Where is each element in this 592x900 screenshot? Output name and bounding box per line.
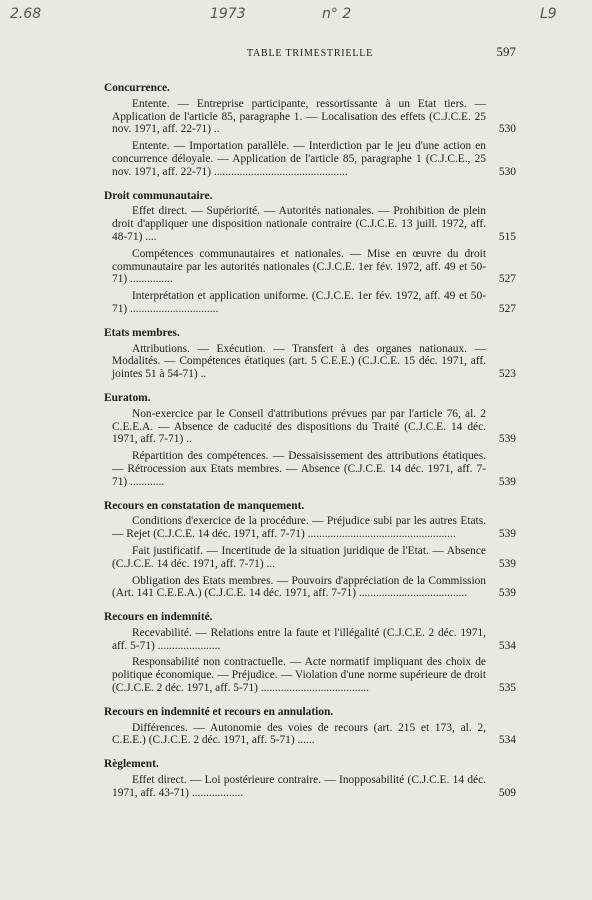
entry-text: Interprétation et application uniforme. (C.J.C.E. 1er fév. 1972, aff. 49 et 50-71) ...............................: [112, 290, 486, 315]
entry-text: Recevabilité. — Relations entre la faute et l'illégalité (C.J.C.E. 2 déc. 1971, aff. 5-71) ......................: [112, 626, 486, 652]
section-heading: Concurrence.: [104, 82, 170, 94]
entry-text: Effet direct. — Loi postérieure contraire. — Inopposabilité (C.J.C.E. 14 déc. 1971, aff. 43-71) ..................: [112, 774, 486, 799]
index-entry: [104, 515, 516, 541]
running-head: TABLE TRIMESTRIELLE: [246, 48, 374, 59]
page-number: 597: [496, 44, 516, 59]
entry-text: Non-exercice par le Conseil d'attributions prévues par par l'article 76, al. 2 C.E.E.A. — Absence de caducité des dispositions du Traité (C.J.C.E. 14 déc. 1971, aff. 7-71) ..: [112, 407, 486, 446]
entry-page-reference: 527: [498, 302, 516, 315]
index-entry: [104, 627, 516, 653]
entry-text: Entente. — Importation parallèle. — Interdiction par le jeu d'une action en concurrence déloyale. — Application de l'article 85, paragraphe 1 (C.J.C.E., 25 nov. 1971, aff. 22-71) ...............................................: [112, 140, 486, 178]
section-heading: Droit communautaire.: [104, 189, 213, 202]
index-entry: [104, 248, 516, 286]
index-section: [104, 706, 516, 747]
index-entry: [104, 205, 516, 243]
index-entry: [104, 450, 516, 488]
index-entry: [104, 545, 516, 571]
entry-page-reference: 527: [498, 273, 516, 286]
entry-page-reference: 534: [498, 639, 516, 652]
index-entry: [104, 343, 516, 381]
index-entry: [104, 774, 516, 800]
entry-text: Effet direct. — Supériorité. — Autorités nationales. — Prohibition de plein droit d'appliquer une disposition nationale contraire (C.J.C.E. 13 juill. 1972, aff. 48-71) ....: [112, 205, 486, 243]
index-section: [104, 758, 516, 799]
section-heading: Recours en indemnité.: [104, 611, 213, 624]
entry-text: Conditions d'exercice de la procédure. — Préjudice subi par les autres Etats. — Rejet (C.J.C.E. 14 déc. 1971, aff. 7-71) ....................................................: [112, 515, 486, 541]
entry-page-reference: 515: [498, 230, 516, 243]
entry-page-reference: 530: [498, 123, 516, 136]
entry-text: Fait justificatif. — Incertitude de la situation juridique de l'Etat. — Absence (C.J.C.E. 14 déc. 1971, aff. 7-71) ...: [112, 544, 486, 570]
entry-page-reference: 539: [498, 587, 516, 600]
entry-page-reference: 539: [498, 557, 516, 570]
section-heading: Etats membres.: [104, 326, 180, 339]
entry-text: Obligation des Etats membres. — Pouvoirs d'appréciation de la Commission (Art. 141 C.E.E.A.) (C.J.C.E. 14 déc. 1971, aff. 7-71) ......................................: [112, 574, 486, 600]
index-entry: [104, 140, 516, 178]
index-entry: [104, 722, 516, 748]
entry-page-reference: 530: [498, 165, 516, 178]
entry-text: Compétences communautaires et nationales. — Mise en œuvre du droit communautaire par les autorités nationales (C.J.C.E. 1er fév. 1972, aff. 49 et 50-71) ...............: [112, 247, 486, 286]
index-entry: [104, 656, 516, 694]
entry-text: Répartition des compétences. — Dessaisissement des attributions étatiques. — Rétrocession aux Etats membres. — Absence (C.J.C.E. 14 déc. 1971, aff. 7-71) ............: [112, 450, 486, 488]
index-section: [104, 500, 516, 601]
section-heading: Recours en indemnité et recours en annulation.: [104, 705, 334, 718]
index-entry: [104, 408, 516, 446]
entry-page-reference: 523: [498, 368, 516, 381]
entry-page-reference: 534: [498, 734, 516, 747]
index-entry: [104, 290, 516, 316]
entry-page-reference: 535: [498, 682, 516, 695]
entry-page-reference: 539: [498, 475, 516, 488]
entry-page-reference: 539: [498, 433, 516, 446]
handwritten-note-right: L9: [540, 6, 557, 22]
entry-text: Différences. — Autonomie des voies de recours (art. 215 et 173, al. 2, C.E.E.) (C.J.C.E. 2 déc. 1971, aff. 5-71) ......: [112, 721, 486, 747]
index-content: [104, 82, 516, 811]
section-heading: Euratom.: [104, 391, 151, 404]
entry-text: Attributions. — Exécution. — Transfert à des organes nationaux. — Modalités. — Compétences étatiques (art. 5 C.E.E.) (C.J.C.E. 15 déc. 1971, aff. jointes 51 à 54-71) ..: [112, 342, 486, 381]
entry-page-reference: 509: [498, 786, 516, 799]
entry-text: Responsabilité non contractuelle. — Acte normatif impliquant des choix de politique économique. — Préjudice. — Violation d'une norme supérieure de droit (C.J.C.E. 2 déc. 1971, aff. 5-71) ......................................: [112, 656, 486, 695]
index-section: [104, 611, 516, 695]
index-entry: [104, 98, 516, 136]
handwritten-number: n° 2: [322, 6, 352, 22]
index-entry: [104, 575, 516, 601]
index-section: [104, 392, 516, 489]
handwritten-note-left: 2.68: [10, 6, 42, 22]
index-section: [104, 327, 516, 381]
index-section: [104, 82, 516, 179]
entry-page-reference: 539: [498, 528, 516, 541]
section-heading: Recours en constatation de manquement.: [104, 499, 305, 512]
section-heading: Règlement.: [104, 758, 159, 771]
entry-text: Entente. — Entreprise participante, ressortissante à un Etat tiers. — Application de l'article 85, paragraphe 1. — Localisation des effets (C.J.C.E. 25 nov. 1971, aff. 22-71) ..: [112, 97, 486, 136]
index-section: [104, 190, 516, 316]
handwritten-year: 1973: [210, 6, 246, 22]
